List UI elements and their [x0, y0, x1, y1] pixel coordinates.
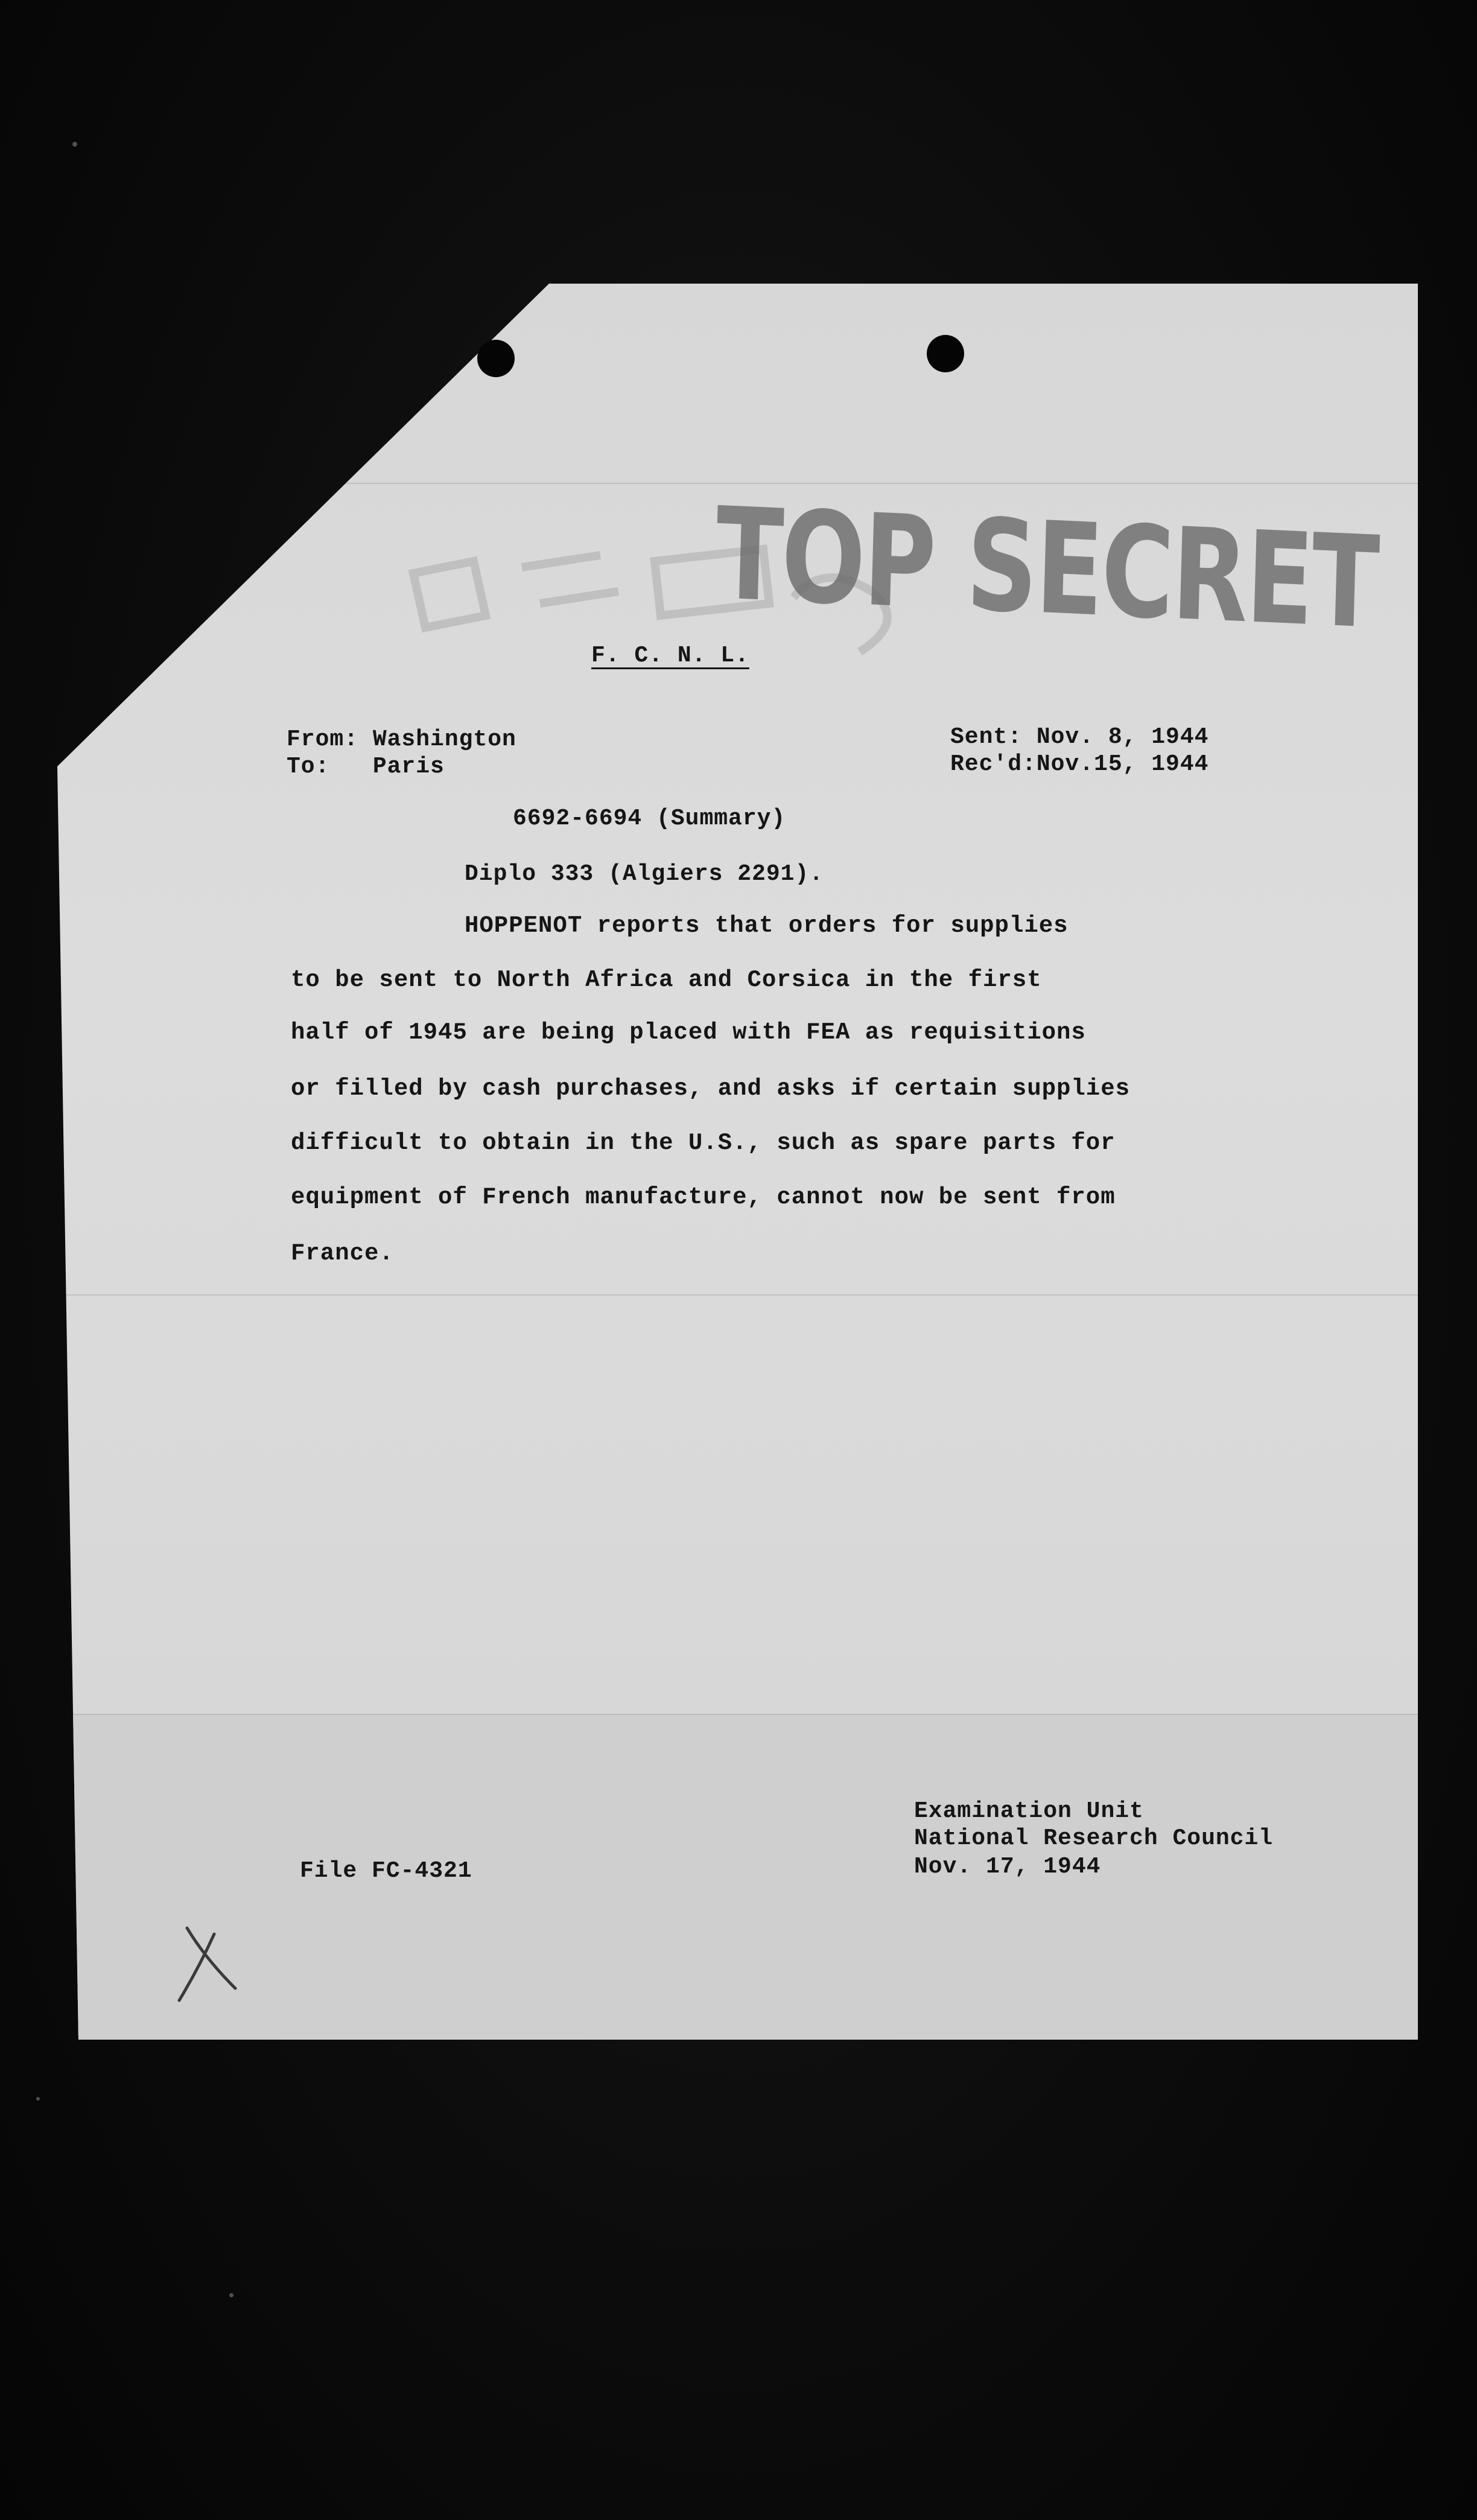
punch-hole-right — [927, 335, 964, 372]
document-title: F. C. N. L. — [591, 643, 749, 669]
summary-reference: 6692-6694 (Summary) — [513, 806, 786, 832]
from-line: From: Washington — [287, 727, 516, 752]
dust-speck — [36, 2097, 40, 2101]
examination-unit-line: Examination Unit — [914, 1798, 1144, 1824]
body-text-line: HOPPENOT reports that orders for supplies — [465, 912, 1069, 939]
body-text-line: difficult to obtain in the U.S., such as spare parts for — [291, 1130, 1116, 1156]
handwritten-x-mark — [172, 1916, 244, 2006]
national-research-council-line: National Research Council — [914, 1825, 1274, 1851]
body-text-line: half of 1945 are being placed with FEA as requisitions — [291, 1019, 1086, 1046]
body-text-line: France. — [291, 1240, 394, 1267]
top-secret-stamp: TOP SECRET — [714, 480, 1380, 657]
paper-lower-band — [57, 1714, 1418, 2041]
diplo-reference: Diplo 333 (Algiers 2291). — [465, 861, 824, 887]
received-date: Rec'd:Nov.15, 1944 — [950, 751, 1209, 777]
dust-speck — [229, 2293, 233, 2297]
to-line: To: Paris — [287, 754, 445, 780]
body-text-line: or filled by cash purchases, and asks if certain supplies — [291, 1075, 1131, 1102]
dust-speck — [72, 142, 77, 147]
body-text-line: to be sent to North Africa and Corsica in the first — [291, 967, 1042, 993]
examination-date-line: Nov. 17, 1944 — [914, 1854, 1101, 1880]
body-text-line: equipment of French manufacture, cannot now be sent from — [291, 1184, 1116, 1211]
sent-date: Sent: Nov. 8, 1944 — [950, 724, 1209, 750]
paper-fold-line — [57, 1294, 1418, 1296]
file-number: File FC-4321 — [300, 1858, 472, 1884]
punch-hole-left — [477, 340, 515, 377]
